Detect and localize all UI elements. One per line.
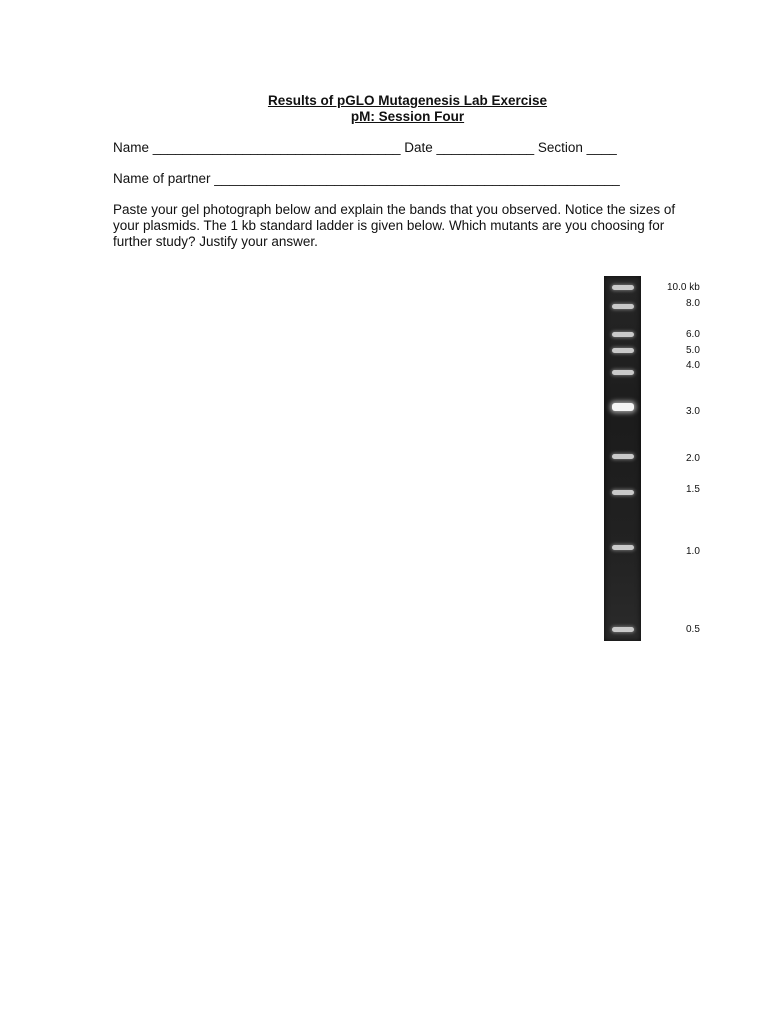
ladder-label-5: 5.0	[686, 345, 700, 356]
instructions-paragraph: Paste your gel photograph below and explain the bands that you observed. Notice the sizes of your plasmids. The 1 kb standard ladder is given below. Which mutants are you choosing for further study? Justify your answer.	[113, 202, 676, 249]
band-8kb	[612, 304, 634, 309]
band-0-5kb	[612, 627, 634, 632]
band-6kb	[612, 332, 634, 337]
ladder-label-3: 3.0	[686, 406, 700, 417]
ladder-label-4: 4.0	[686, 360, 700, 371]
band-10kb	[612, 285, 634, 290]
band-1kb	[612, 545, 634, 550]
band-4kb	[612, 370, 634, 375]
name-date-section-line: Name _________________________________ Date _____________ Section ____	[113, 140, 617, 155]
band-3kb	[612, 403, 634, 411]
band-5kb	[612, 348, 634, 353]
partner-line: Name of partner ______________________________________________________	[113, 171, 620, 186]
ladder-label-1: 1.0	[686, 546, 700, 557]
page-title: Results of pGLO Mutagenesis Lab Exercise	[267, 93, 548, 108]
ladder-label-6: 6.0	[686, 329, 700, 340]
band-1-5kb	[612, 490, 634, 495]
ladder-label-0-5: 0.5	[686, 624, 700, 635]
ladder-label-8: 8.0	[686, 298, 700, 309]
ladder-label-2: 2.0	[686, 453, 700, 464]
page-subtitle: pM: Session Four	[350, 109, 465, 124]
gel-ladder-image	[604, 276, 641, 641]
ladder-label-1-5: 1.5	[686, 484, 700, 495]
band-2kb	[612, 454, 634, 459]
ladder-label-10kb: 10.0 kb	[667, 282, 700, 293]
